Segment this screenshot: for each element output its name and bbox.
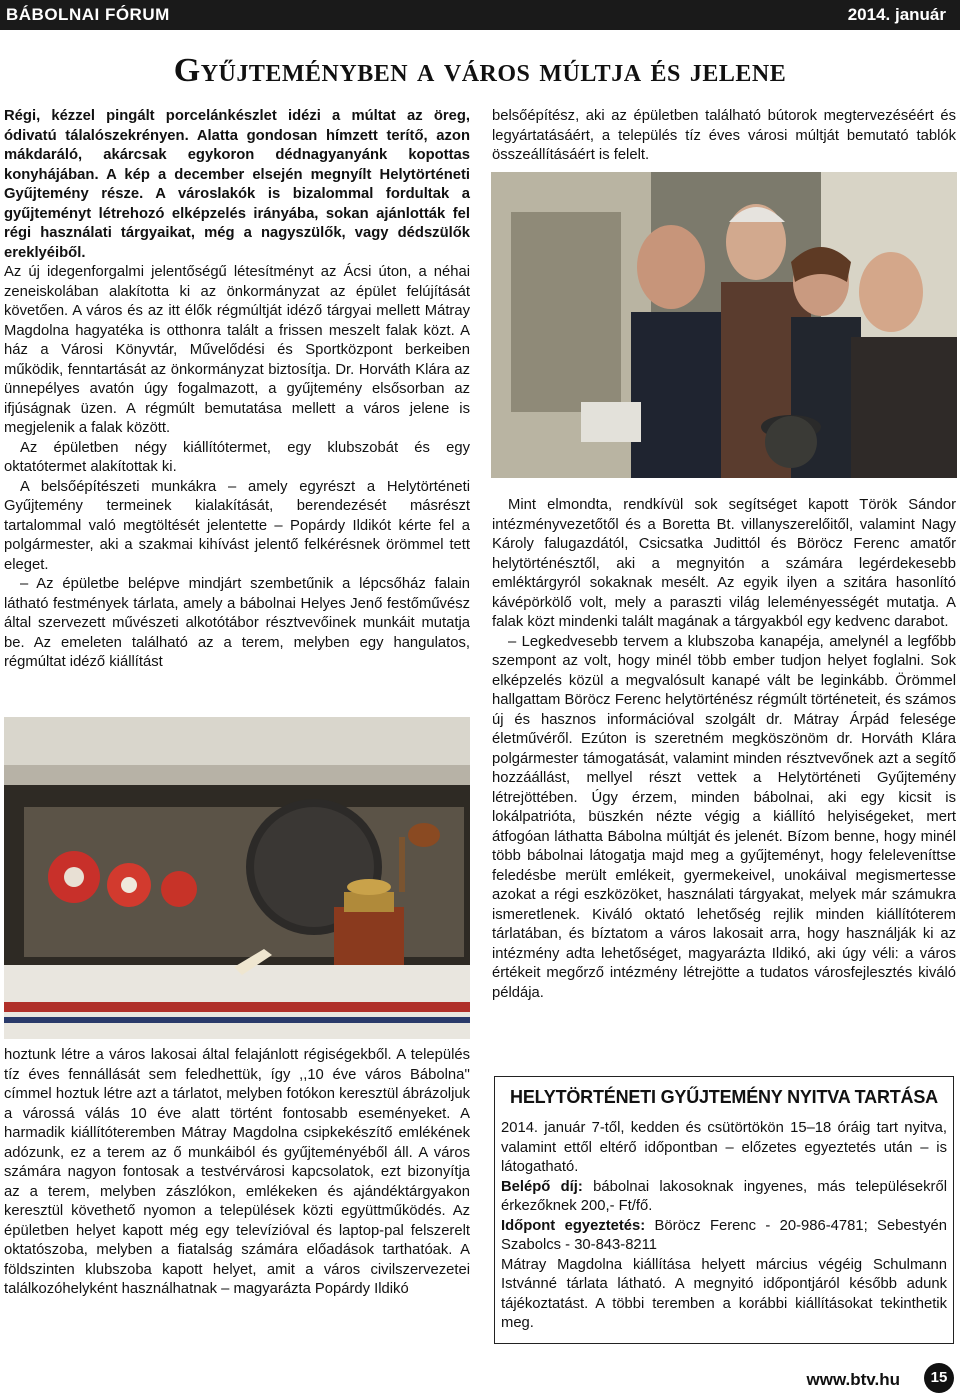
right-column-top: [492, 107, 956, 166]
paragraph: – Legkedvesebb tervem a klubszoba kanapéja, amelynél a legfőbb szempont az volt, hogy minél több ember tudjon helyet foglalni. Sok elképzelés közül a megvalósult kanapé vált be leginkább. Örömmel hallgattam Böröcz Ferenc helytörténész régmúlt történeteit, és számos új és hasznos információval szolgált dr. Mátray Árpád felesége életművéről. Ezúton is szeretném megköszönöm dr. Horváth Klára polgármester támogatását, valamint minden résztvevőnek azt a segítő hozzáállást, mellyel részt vettek a Helytörténeti Gyűjtemény létrejöttében. Úgy érzem, minden bábolnai, aki egy kicsit is lokálpatrióta, büszkén nézte végig a kiállító helyiségeket, mert átfogóan láthatta Bábolna múltját és jelenét. Bízom benne, hogy minél több bábolnai látogatja majd meg a gyűjteményt, hogy feleleveníttse feledésbe merült emlékeit, gyermekeivel, unokáival megismertesse azokat a régi eszközöket, használati tárgyakat, melyek már számukra ismeretlenek. Kiváló oktató lehetőség rejlik minden kiállítóterem tárlatában, és bíztatom a város lakosait arra, hogy használják ki az intézmény adta lehetőséget, magyarázta Ildikó, aki úgy véli: a város értékeit megőrző intézmény létrejötte a tudatos városfejlesztés kiváló példája.: [492, 633, 956, 1001]
page-number: 15: [924, 1363, 954, 1393]
opening-hours-title: HELYTÖRTÉNETI GYŰJTEMÉNY NYITVA TARTÁSA: [510, 1087, 938, 1107]
paragraph: – Az épületbe belépve mindjárt szembetűnik a lépcsőház falain látható festmények tárlata, amely a bábolnai Helyes Jenő festőművész által szervezett művészeti alkotótábor résztvevőinek munkáit mutatja be. Az emeleten található az a terem, melyben egy hangulatos, régmúltat idéző kiállítást: [4, 576, 470, 670]
appointment: [501, 1217, 947, 1256]
article-lead: Régi, kézzel pingált porcelánkészlet idézi a múltat az öreg, ódivatú tálalószekrényen. Alatta gondosan hímzett terítő, azon mákdaráló, akárcsak egykoron dédnagyanyánk kopottas konyhájában. A kép a december elsején megnyílt Helytörténeti Gyűjtemény része. A városlakók is bizalommal fordultak a gyűjteményt létrehozó elképzelés irányába, sokan ajánlották fel régi használati tárgyaikat, még a nagyszülők, vagy dédszülők ereklyéiből.: [4, 108, 470, 261]
article-title: [0, 52, 960, 90]
entry-fee-label: Belépő díj:: [501, 1178, 583, 1195]
left-column-top: [4, 107, 470, 673]
paragraph: Az épületben négy kiállítótermet, egy klubszobát és egy oktatótermet alakítottak ki.: [4, 439, 470, 475]
publication-name: BÁBOLNAI FÓRUM: [6, 5, 170, 24]
paragraph: Mint elmondta, rendkívül sok segítséget kapott Török Sándor intézményvezetőtől és a Boretta Bt. villanyszerelőitől, valamint Nagy Károly falugazdától, Csicsatka Judittól és Böröcz Ferenc amatőr helytörténésztől, aki a megnyitón a számára legérdekesebb emléktárgyról sokaknak mesélt. Az egyik ilyen a szitára hasonlító kávépörkölő volt, mely a paraszti világ leleményességét mutatja. A falak közt mindenki talált magának a tárgyakból egy kedvenc darabot.: [492, 497, 956, 630]
exhibition-note: Mátray Magdolna kiállítása helyett március végéig Schulmann Istvánné tárlata látható. A megnyitó időpontjáról később adunk tájékoztatást. A többi teremben a korábbi kiállításokat tekinthetik meg.: [501, 1256, 947, 1331]
opening-hours-box: [494, 1076, 954, 1344]
entry-fee: [501, 1178, 947, 1217]
footer-url: www.btv.hu: [806, 1370, 900, 1389]
appointment-text: Böröcz Ferenc - 20-986-4781; Sebestyén Szabolcs - 30-843-8211: [501, 1217, 947, 1253]
opening-visitors-photo: [491, 172, 957, 478]
paragraph: A belsőépítészeti munkákra – amely egyrészt a Helytörténeti Gyűjtemény termeinek kialakítását, berendezését másrészt tartalommal való megtöltését jelentette – Popárdy Ildikót kérte fel a polgármester, aki a szakmai kihívást jelentő felkérésnek örömmel tett eleget.: [4, 478, 470, 573]
appointment-label: Időpont egyeztetés:: [501, 1217, 646, 1234]
right-column-middle: [492, 496, 956, 1003]
opening-hours-text: 2014. január 7-től, kedden és csütörtökön 15–18 óráig tart nyitva, valamint ettől eltérő időpontban – előzetes egyeztetés után – is látogatható.: [501, 1120, 947, 1175]
entry-fee-text: bábolnai lakosoknak ingyenes, más településekről érkezőknek 200,- Ft/fő.: [501, 1178, 947, 1214]
header-bar: [0, 0, 960, 30]
opening-hours-body: [501, 1119, 947, 1334]
left-column-bottom: [4, 1046, 470, 1300]
article-title-text: Gyűjteményben a város múltja és jelene: [173, 52, 787, 89]
paragraph: belsőépítész, aki az épületben található bútorok megtervezéséért és legyártatásáért, a település tíz éves városi múltját bemutató tablók összeállításáért is felelt.: [492, 108, 956, 163]
kitchen-collection-photo: [4, 717, 470, 1039]
paragraph: Az új idegenforgalmi jelentőségű létesítményt az Ácsi úton, a néhai zeneiskolában alakította ki az önkormányzat az épület felújítását követően. A város és az itt élők régmúltját idéző tárgyai mellett Mátray Magdolna hagyatéka is otthonra talált a frissen meszelt falak közt. A ház a Városi Könyvtár, Művelődési és Sportközpont berkeiben működik, fenntartását az önkormányzat biztosítja. Dr. Horváth Klára az ünnepélyes avatón úgy fogalmazott, a gyűjtemény elsősorban az ifjúságnak üzen. A régmúlt bemutatása mellett a város jelene is megjelenik a falak között.: [4, 264, 470, 436]
paragraph: hoztunk létre a város lakosai által felajánlott régiségekből. A település tíz éves fennállását sem feledhettük, így ,,10 éve város Bábolna'' címmel hoztuk létre azt a tárlatot, melyben fotókon keresztül ábrázoljuk a várossá válás 10 éve alatt történt fontosabb eseményeket. A harmadik kiállítóteremben Mátray Magdolna csipkekészítő emlékének adózunk, ez a terem az ő munkáiból és gyűjteményéből áll. A város számára nagyon fontosak a testvérvárosi kapcsolatok, ezt bizonyítja az a terem, melyben zászlókon, emlékeken és ajándéktárgyakon keresztül követhető nyomon a települések közti együttműködés. Az épületben helyet kapott még egy televízióval és laptop-pal felszerelt oktatószoba, melyben a fiatalság számára előadások tarthatóak. A földszinten klubszoba kapott helyet, amit a város civilszervezetei találkozóhelyként használhatnak – magyarázta Popárdy Ildikó: [4, 1047, 470, 1297]
issue-date: 2014. január: [847, 5, 946, 24]
